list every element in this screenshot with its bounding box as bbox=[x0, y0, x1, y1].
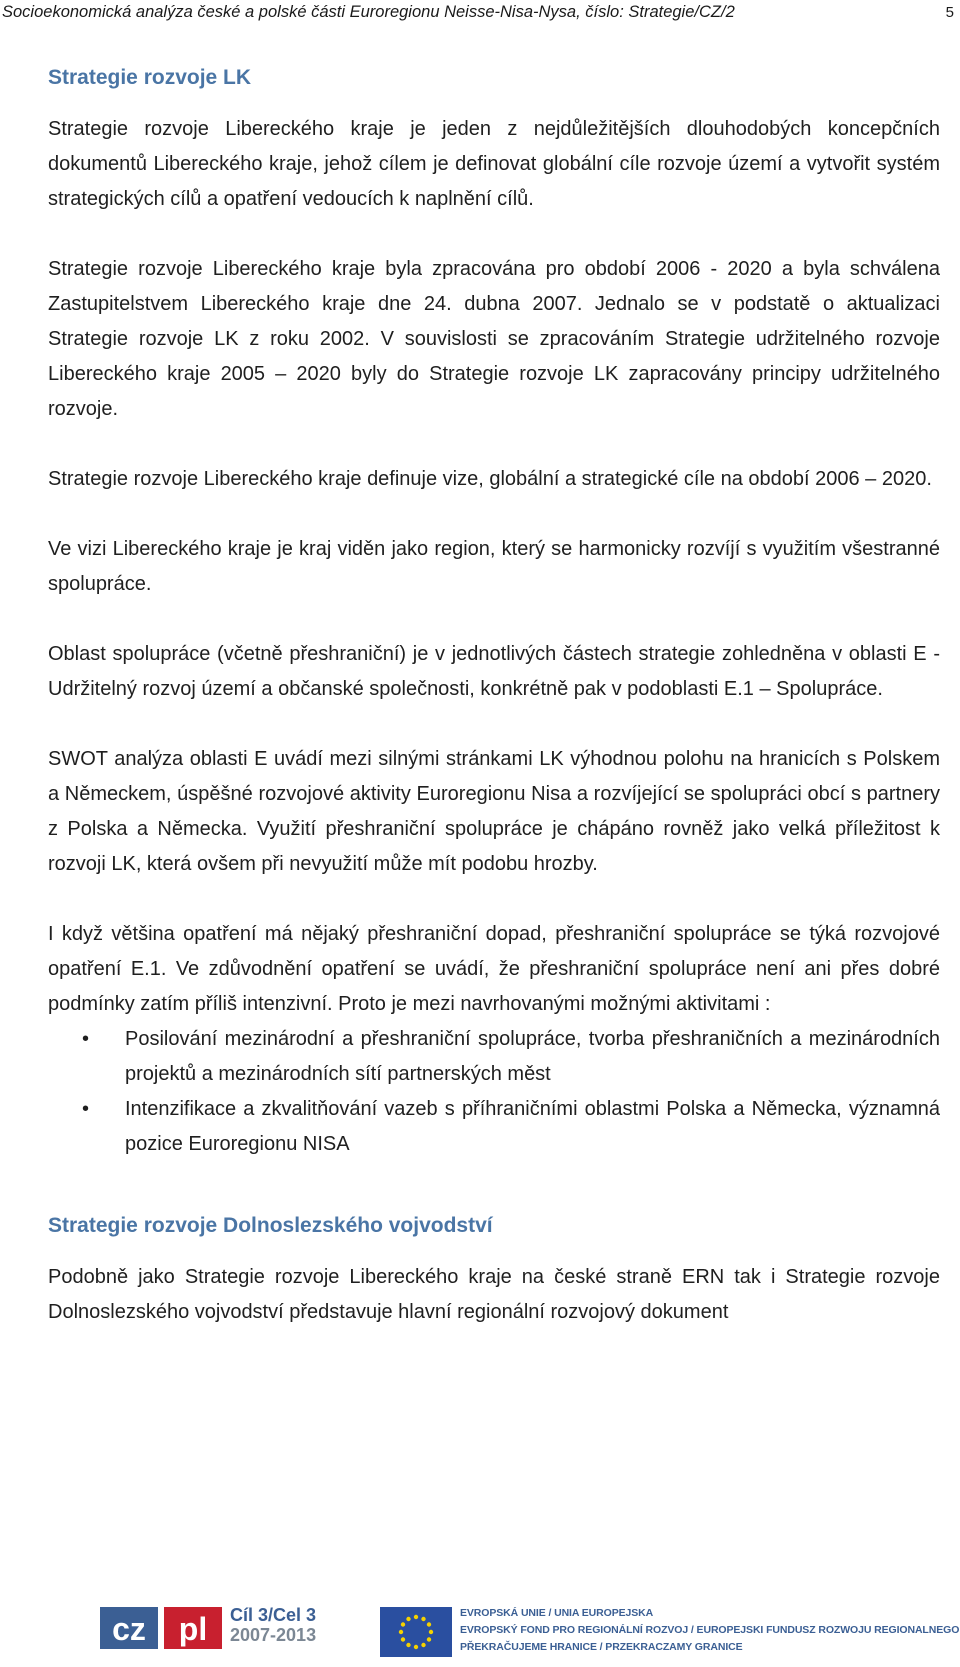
svg-text:pl: pl bbox=[178, 1611, 208, 1647]
paragraph: Strategie rozvoje Libereckého kraje byla zpracována pro období 2006 - 2020 a byla schválena Zastupitelstvem Libereckého kraje dne 24. dubna 2007. Jednalo se v podstatě o aktualizaci Strategie rozvoje LK z roku 2002. V souvislosti se zpracováním Strategie udržitelného rozvoje Libereckého kraje 2005 – 2020 byly do Strategie rozvoje LK zapracovány principy udržitelného rozvoje. bbox=[48, 258, 940, 420]
eu-line: EVROPSKÁ UNIE / UNIA EUROPEJSKA bbox=[460, 1607, 654, 1619]
czpl-logo-icon bbox=[100, 1605, 225, 1651]
section-heading-dolnoslezske: Strategie rozvoje Dolnoslezského vojvodství bbox=[48, 1214, 493, 1237]
program-line1: Cíl 3/Cel 3 bbox=[230, 1605, 317, 1625]
paragraph: Strategie rozvoje Libereckého kraje definuje vize, globální a strategické cíle na období 2006 – 2020. bbox=[48, 468, 932, 490]
paragraph: Oblast spolupráce (včetně přeshraniční) je v jednotlivých částech strategie zohledněna v oblasti E - Udržitelný rozvoj území a občanské společnosti, konkrétně pak v podoblasti E.1 – Spolupráce. bbox=[48, 643, 940, 700]
header-title: Socioekonomická analýza české a polské části Euroregionu Neisse-Nisa-Nysa, číslo: Strategie/CZ/2 bbox=[2, 2, 735, 21]
bullet-list bbox=[48, 1022, 940, 1162]
program-label bbox=[230, 1605, 316, 1645]
eu-line: PŘEKRAČUJEME HRANICE / PRZEKRACZAMY GRANICE bbox=[460, 1641, 743, 1653]
page-content bbox=[48, 66, 940, 1330]
running-header bbox=[2, 0, 954, 24]
paragraph: Strategie rozvoje Libereckého kraje je jeden z nejdůležitějších dlouhodobých koncepčních dokumentů Libereckého kraje, jehož cílem je definovat globální cíle rozvoje území a vytvořit systém strategických cílů a opatření vedoucích k naplnění cílů. bbox=[48, 118, 940, 210]
page-number: 5 bbox=[945, 3, 954, 21]
eu-line: EVROPSKÝ FOND PRO REGIONÁLNÍ ROZVOJ / EUROPEJSKI FUNDUSZ ROZWOJU REGIONALNEGO bbox=[460, 1624, 960, 1636]
eu-flag-icon bbox=[380, 1607, 452, 1657]
section-heading-lk: Strategie rozvoje LK bbox=[48, 66, 252, 89]
eu-funding-text bbox=[460, 1605, 959, 1656]
list-item-text: Intenzifikace a zkvalitňování vazeb s příhraničními oblastmi Polska a Německa, významná pozice Euroregionu NISA bbox=[125, 1098, 940, 1155]
list-item bbox=[48, 1092, 940, 1162]
bullet-icon: • bbox=[82, 1028, 90, 1050]
paragraph: Podobně jako Strategie rozvoje Libereckého kraje na české straně ERN tak i Strategie rozvoje Dolnoslezského vojvodství představuje hlavní regionální rozvojový dokument bbox=[48, 1266, 940, 1323]
svg-text:cz: cz bbox=[112, 1611, 146, 1647]
paragraph: I když většina opatření má nějaký přeshraniční dopad, přeshraniční spolupráce se týká rozvojové opatření E.1. Ve zdůvodnění opatření se uvádí, že přeshraniční spolupráce není ani přes dobré podmínky zatím příliš intenzivní. Proto je mezi navrhovanými možnými aktivitami : bbox=[48, 923, 940, 1015]
paragraph: SWOT analýza oblasti E uvádí mezi silnými stránkami LK výhodnou polohu na hranicích s Polskem a Německem, úspěšné rozvojové aktivity Euroregionu Nisa a rozvíjející se spolupráci obcí s partnery z Polska a Německa. Využití přeshraniční spolupráce je chápáno rovněž jako velká příležitost k rozvoji LK, která ovšem při nevyužití může mít podobu hrozby. bbox=[48, 748, 940, 875]
paragraph: Ve vizi Libereckého kraje je kraj viděn jako region, který se harmonicky rozvíjí s využitím všestranné spolupráce. bbox=[48, 538, 940, 595]
bullet-icon: • bbox=[82, 1098, 90, 1120]
list-item-text: Posilování mezinárodní a přeshraniční spolupráce, tvorba přeshraničních a mezinárodních projektů a mezinárodních sítí partnerských měst bbox=[125, 1028, 940, 1085]
program-line2: 2007-2013 bbox=[230, 1625, 317, 1645]
list-item bbox=[48, 1022, 940, 1092]
footer-logos bbox=[0, 1575, 960, 1665]
